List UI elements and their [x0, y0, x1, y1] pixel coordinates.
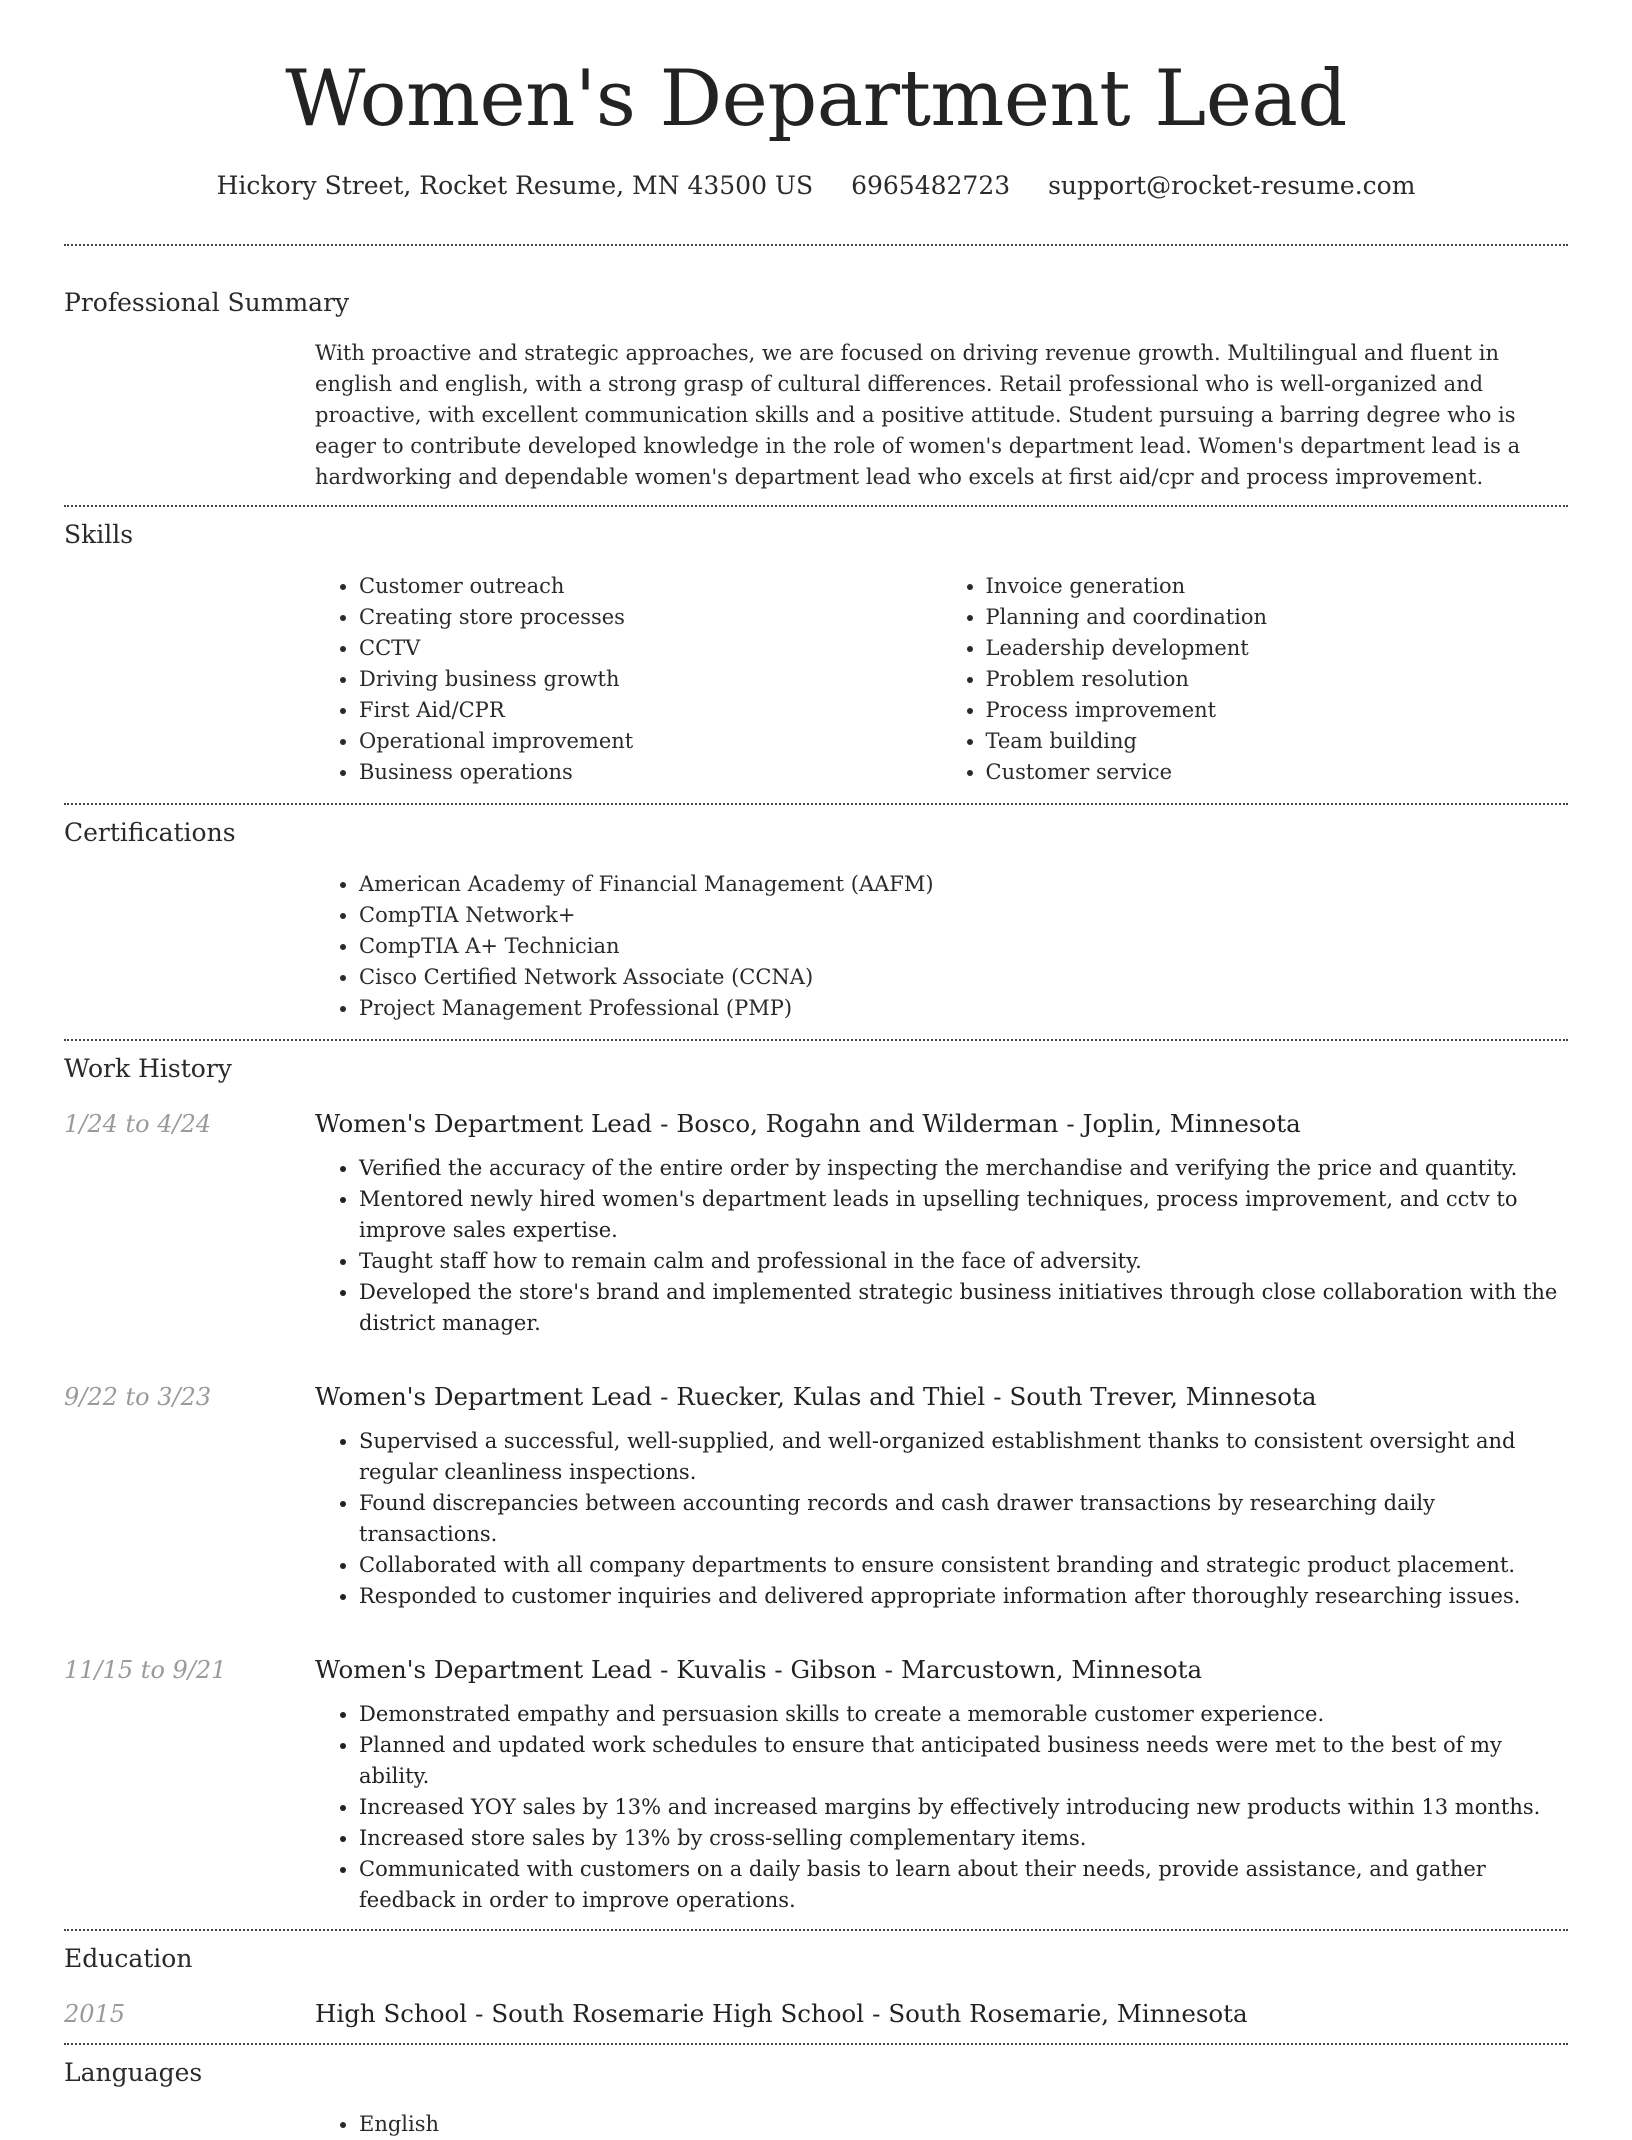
- languages-section: [64, 2045, 1568, 2140]
- skill-item: • Operational improvement: [359, 726, 942, 757]
- job-heading: Women's Department Lead - Ruecker, Kulas and Thiel - South Trever, Minnesota: [315, 1382, 1317, 1411]
- job-bullet-list: [315, 1426, 1568, 1612]
- job-entry: [64, 1107, 1568, 1339]
- job-role: Women's Department Lead: [315, 1382, 653, 1411]
- job-bullet: • Supervised a successful, well-supplied, and well-organized establishment thanks to consistent oversight and regular cleanliness inspections.: [359, 1426, 1568, 1488]
- email: support@rocket-resume.com: [1048, 171, 1416, 200]
- skill-item: • Customer outreach: [359, 571, 942, 602]
- certification-item: • American Academy of Financial Management (AAFM): [359, 869, 1568, 900]
- job-bullet: • Increased store sales by 13% by cross-selling complementary items.: [359, 1823, 1568, 1854]
- section-title-certifications: Certifications: [64, 818, 236, 847]
- job-bullet: • Mentored newly hired women's department leads in upselling techniques, process improvement, and cctv to improve sales expertise.: [359, 1184, 1568, 1246]
- job-bullet-list: [315, 1699, 1568, 1916]
- skill-item: • Process improvement: [986, 695, 1569, 726]
- education-section: [64, 1931, 1568, 2031]
- section-title-education: Education: [64, 1944, 193, 1973]
- skill-item: • CCTV: [359, 633, 942, 664]
- job-location: Joplin, Minnesota: [1082, 1109, 1301, 1138]
- summary-body: [315, 338, 1568, 493]
- job-bullet: • Developed the store's brand and implemented strategic business initiatives through close collaboration with the district manager.: [359, 1277, 1568, 1339]
- certification-item: • Project Management Professional (PMP): [359, 993, 1568, 1024]
- address: Hickory Street, Rocket Resume, MN 43500 US: [216, 171, 814, 200]
- job-role: Women's Department Lead: [315, 1109, 653, 1138]
- certifications-section: [64, 805, 1568, 1024]
- education-location: South Rosemarie, Minnesota: [888, 1999, 1248, 2028]
- job-dates: 1/24 to 4/24: [64, 1110, 212, 1138]
- summary-text: With proactive and strategic approaches, we are focused on driving revenue growth. Multilingual and fluent in english and english, with a strong grasp of cultural differences. Retail professional who is well-organized and proactive, with excellent communication skills and a positive attitude. Student pursuing a barring degree who is eager to contribute developed knowledge in the role of women's department lead. Women's department lead is a hardworking and dependable women's department lead who excels at first aid/cpr and process improvement.: [315, 341, 1521, 489]
- job-bullets: [315, 1426, 1568, 1612]
- education-heading: High School - South Rosemarie High School - South Rosemarie, Minnesota: [315, 1999, 1248, 2028]
- skill-item: • Driving business growth: [359, 664, 942, 695]
- certification-item: • CompTIA A+ Technician: [359, 931, 1568, 962]
- education-school: South Rosemarie High School: [491, 1999, 865, 2028]
- skill-item: • Customer service: [986, 757, 1569, 788]
- job-location: Marcustown, Minnesota: [900, 1655, 1203, 1684]
- job-bullet: • Verified the accuracy of the entire order by inspecting the merchandise and verifying the price and quantity.: [359, 1153, 1568, 1184]
- section-title-languages: Languages: [64, 2058, 203, 2087]
- skill-item: • Leadership development: [986, 633, 1569, 664]
- education-entry: [64, 1997, 1568, 2031]
- certifications-body: [315, 869, 1568, 1024]
- skill-item: • Problem resolution: [986, 664, 1569, 695]
- job-bullet: • Collaborated with all company departments to ensure consistent branding and strategic product placement.: [359, 1550, 1568, 1581]
- job-entry: [64, 1653, 1568, 1916]
- section-title-work-history: Work History: [64, 1054, 232, 1083]
- skill-item: • First Aid/CPR: [359, 695, 942, 726]
- candidate-name: Women's Department Lead: [285, 54, 1347, 144]
- job-bullets: [315, 1699, 1568, 1916]
- resume-page: [64, 0, 1568, 2140]
- skills-list-right: [942, 571, 1569, 788]
- job-heading: Women's Department Lead - Bosco, Rogahn and Wilderman - Joplin, Minnesota: [315, 1109, 1301, 1138]
- certification-item: • Cisco Certified Network Associate (CCNA): [359, 962, 1568, 993]
- job-dates: 9/22 to 3/23: [64, 1383, 212, 1411]
- education-degree: High School: [315, 1999, 468, 2028]
- phone: 6965482723: [851, 171, 1011, 200]
- skill-item: • Invoice generation: [986, 571, 1569, 602]
- job-bullet: • Demonstrated empathy and persuasion skills to create a memorable customer experience.: [359, 1699, 1568, 1730]
- skill-item: • Business operations: [359, 757, 942, 788]
- job-bullets: [315, 1153, 1568, 1339]
- resume-header: [64, 0, 1568, 204]
- languages-list: [315, 2109, 1568, 2140]
- skills-columns: [315, 571, 1568, 788]
- languages-body: [315, 2109, 1568, 2140]
- skill-item: • Team building: [986, 726, 1569, 757]
- education-dates: 2015: [64, 2000, 126, 2028]
- job-bullet: • Communicated with customers on a daily basis to learn about their needs, provide assistance, and gather feedback in order to improve operations.: [359, 1854, 1568, 1916]
- job-bullet: • Planned and updated work schedules to ensure that anticipated business needs were met to the best of my ability.: [359, 1730, 1568, 1792]
- contact-line: [64, 168, 1568, 204]
- job-bullet: • Responded to customer inquiries and delivered appropriate information after thoroughly researching issues.: [359, 1581, 1568, 1612]
- certifications-list: [315, 869, 1568, 1024]
- job-bullet: • Taught staff how to remain calm and professional in the face of adversity.: [359, 1246, 1568, 1277]
- skills-section: [64, 507, 1568, 788]
- summary-section: [64, 246, 1568, 493]
- job-heading: Women's Department Lead - Kuvalis - Gibson - Marcustown, Minnesota: [315, 1655, 1203, 1684]
- section-title-summary: Professional Summary: [64, 288, 350, 317]
- work-history-section: [64, 1041, 1568, 1916]
- job-bullet-list: [315, 1153, 1568, 1339]
- section-title-skills: Skills: [64, 520, 134, 549]
- certification-item: • CompTIA Network+: [359, 900, 1568, 931]
- skill-item: • Planning and coordination: [986, 602, 1569, 633]
- language-item: • English: [359, 2109, 1568, 2140]
- job-company: Kuvalis - Gibson: [676, 1655, 877, 1684]
- job-location: South Trever, Minnesota: [1009, 1382, 1317, 1411]
- job-bullet: • Increased YOY sales by 13% and increased margins by effectively introducing new products within 13 months.: [359, 1792, 1568, 1823]
- job-company: Ruecker, Kulas and Thiel: [676, 1382, 986, 1411]
- job-bullet: • Found discrepancies between accounting records and cash drawer transactions by researching daily transactions.: [359, 1488, 1568, 1550]
- skill-item: • Creating store processes: [359, 602, 942, 633]
- skills-list-left: [315, 571, 942, 788]
- job-company: Bosco, Rogahn and Wilderman: [676, 1109, 1059, 1138]
- job-entry: [64, 1380, 1568, 1612]
- job-dates: 11/15 to 9/21: [64, 1656, 227, 1684]
- job-role: Women's Department Lead: [315, 1655, 653, 1684]
